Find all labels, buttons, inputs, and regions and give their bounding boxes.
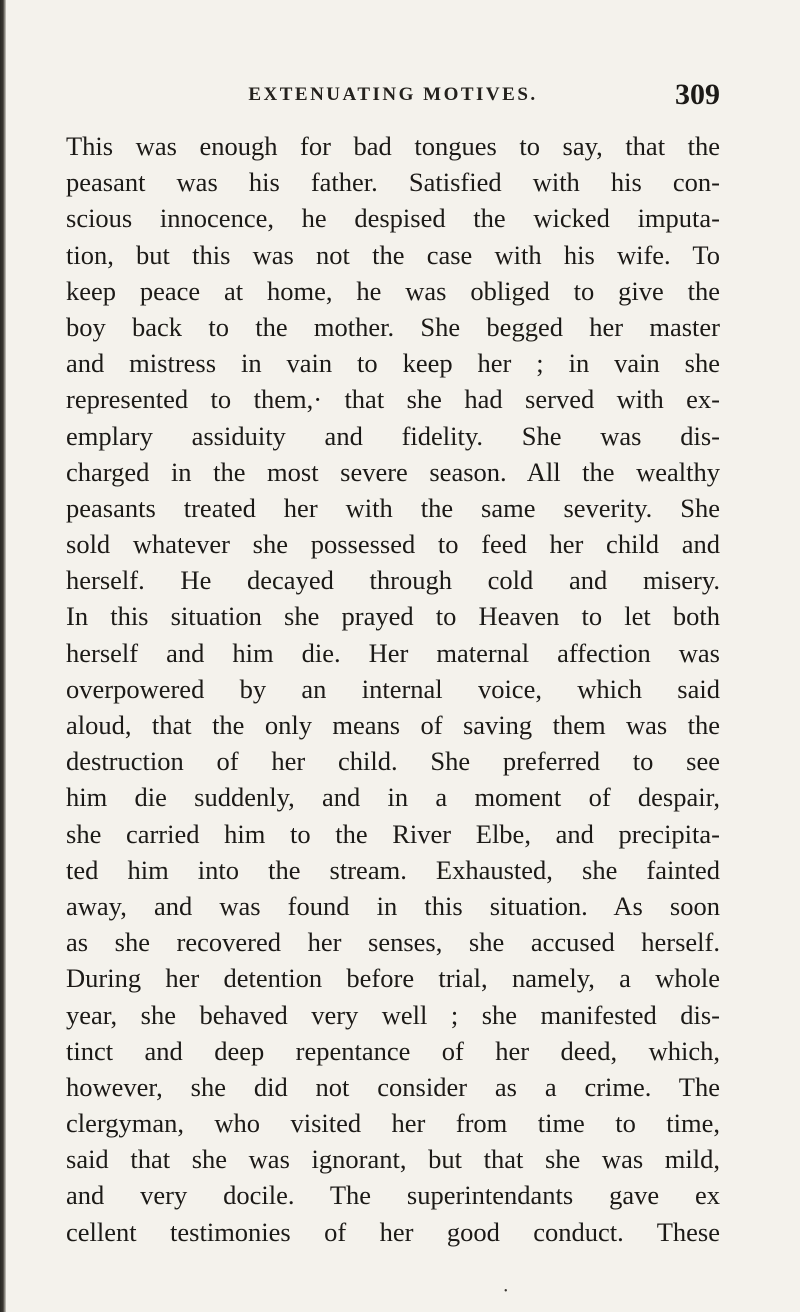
text-line: aloud, that the only means of saving them was the	[66, 710, 720, 740]
text-line: and mistress in vain to keep her ; in vain she	[66, 348, 720, 379]
text-line: tinct and deep repentance of her deed, which,	[66, 1035, 720, 1066]
text-line: emplary assiduity and fidelity. She was dis-	[66, 420, 720, 451]
text-line: and very docile. The superintendants gave ex	[66, 1180, 720, 1211]
text-line: This was enough for bad tongues to say, that the	[66, 131, 720, 161]
text-line: away, and was found in this situation. As soon	[66, 890, 720, 921]
text-line: cellent testimonies of her good conduct. These	[66, 1216, 720, 1247]
text-line: charged in the most severe season. All the wealthy	[66, 456, 720, 487]
text-line: overpowered by an internal voice, which said	[66, 673, 720, 704]
text-line: boy back to the mother. She begged her master	[66, 311, 720, 342]
text-line: herself and him die. Her maternal affection was	[66, 637, 720, 668]
page-binding-edge	[0, 0, 6, 1312]
text-line: tion, but this was not the case with his wife. To	[66, 239, 720, 270]
text-line: keep peace at home, he was obliged to give the	[66, 275, 720, 306]
text-line: sold whatever she possessed to feed her child and	[66, 529, 720, 560]
text-line: peasants treated her with the same severity. She	[66, 492, 720, 523]
text-line: as she recovered her senses, she accused herself.	[66, 927, 720, 958]
text-line: represented to them,· that she had served with ex-	[66, 384, 720, 415]
body-text	[66, 128, 720, 1250]
text-line: said that she was ignorant, but that she was mild,	[66, 1144, 720, 1175]
text-line: year, she behaved very well ; she manifested dis-	[66, 999, 720, 1030]
text-line: In this situation she prayed to Heaven to let both	[66, 601, 720, 632]
text-line: however, she did not consider as a crime. The	[66, 1071, 720, 1102]
text-line: ted him into the stream. Exhausted, she fainted	[66, 854, 720, 885]
page-number: 309	[675, 78, 720, 111]
text-line: she carried him to the River Elbe, and precipita-	[66, 818, 720, 849]
text-line: destruction of her child. She preferred to see	[66, 746, 720, 777]
running-head: EXTENUATING MOTIVES.	[248, 84, 538, 105]
footer-mark: •	[504, 1286, 508, 1297]
page-header	[66, 80, 720, 116]
text-line: him die suddenly, and in a moment of despair,	[66, 782, 720, 813]
text-line: herself. He decayed through cold and misery.	[66, 565, 720, 596]
text-line: scious innocence, he despised the wicked imputa-	[66, 203, 720, 234]
text-line: During her detention before trial, namely, a whole	[66, 963, 720, 994]
text-line: peasant was his father. Satisfied with his con-	[66, 167, 720, 198]
text-line: clergyman, who visited her from time to time,	[66, 1108, 720, 1139]
